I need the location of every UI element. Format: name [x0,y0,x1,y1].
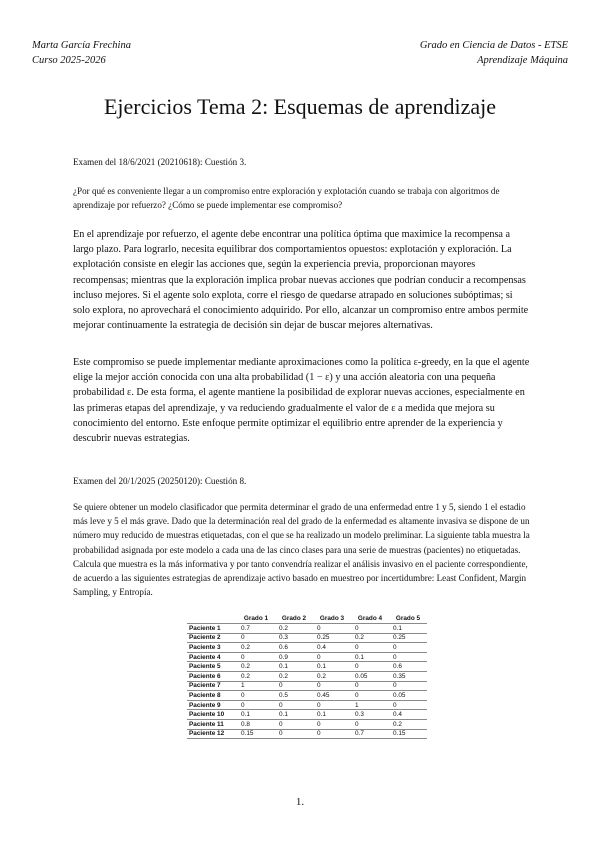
column-header: Grado 4 [357,614,383,622]
probability-table-container [187,613,427,739]
table-cell: 0 [351,719,389,729]
author-name: Marta García Frechina [32,40,131,51]
row-header: Paciente 4 [187,652,237,662]
table-cell: 0.3 [351,710,389,720]
table-cell: 0.6 [275,643,313,653]
table-cell: 0.8 [237,719,275,729]
exercise1-answer-paragraph-1: En el aprendizaje por refuerzo, el agente debe encontrar una política óptima que maximice la recompensa a largo plazo. Para lograrlo, necesita equilibrar dos comportamientos opuestos: explotación y exploración. La explotación consiste en elegir las acciones que, según la experiencia previa, proporcionan mayores recompensas; mientras que la exploración implica probar nuevas acciones que podrían conducir a recompensas incluso mejores. Si el agente solo explota, corre el riesgo de quedarse atrapado en soluciones subóptimas; si solo explora, no aprovechará el conocimiento adquirido. Por ello, alcanzar un compromiso entre ambos permite mejorar continuamente la estrategia de decisión sin dejar de buscar mejores alternativas. [73,229,529,332]
table-row [187,700,427,710]
table-cell: 0.6 [389,662,427,672]
table-cell: 0.1 [313,710,351,720]
table-cell: 0.15 [237,729,275,739]
row-header: Paciente 12 [187,729,237,739]
table-cell: 0.15 [389,729,427,739]
table-row [187,691,427,701]
table-cell: 0.2 [275,624,313,634]
table-cell: 0.35 [389,671,427,681]
table-row [187,671,427,681]
table-cell: 0.4 [313,643,351,653]
header-left [32,38,131,68]
table-cell: 0 [351,681,389,691]
table-cell: 0.2 [237,671,275,681]
row-header: Paciente 2 [187,633,237,643]
table-cell: 0 [313,719,351,729]
row-header: Paciente 8 [187,691,237,701]
exercise1-exam-reference: Examen del 18/6/2021 (20210618): Cuestión 3. [73,157,247,167]
table-cell: 0 [275,719,313,729]
table-cell: 0.4 [389,710,427,720]
column-header: Grado 2 [281,614,307,622]
table-cell: 0 [275,681,313,691]
table-cell: 0.2 [351,633,389,643]
table-cell: 0.7 [351,729,389,739]
column-header: Grado 1 [243,614,269,622]
row-header: Paciente 1 [187,624,237,634]
table-row [187,681,427,691]
table-header-row [187,613,427,624]
table-cell: 0 [275,700,313,710]
column-header: Grado 5 [395,614,421,622]
table-cell: 0.1 [389,624,427,634]
table-row [187,719,427,729]
table-cell: 0 [351,643,389,653]
table-cell: 0 [389,681,427,691]
table-cell: 0 [237,633,275,643]
row-header: Paciente 5 [187,662,237,672]
table-cell: 0 [389,643,427,653]
exercise1-question: ¿Por qué es conveniente llegar a un compromiso entre exploración y explotación cuando se trabaja con algoritmos de aprendizaje por refuerzo? ¿Cómo se puede implementar ese compromiso? [73,186,500,210]
table-row [187,652,427,662]
table-cell: 0.1 [275,662,313,672]
table-cell: 0.2 [237,662,275,672]
table-cell: 0 [237,691,275,701]
row-header: Paciente 3 [187,643,237,653]
table-cell: 0.1 [351,652,389,662]
table-cell: 0.2 [237,643,275,653]
probability-table [187,613,427,739]
table-cell: 0 [351,691,389,701]
row-header: Paciente 6 [187,671,237,681]
exercise2-exam-reference: Examen del 20/1/2025 (20250120): Cuestión 8. [73,476,247,486]
table-cell: 0 [313,700,351,710]
table-cell: 0 [313,652,351,662]
table-cell: 0 [275,729,313,739]
table-cell: 0.25 [389,633,427,643]
table-cell: 0.2 [275,671,313,681]
exercise2-question: Se quiere obtener un modelo clasificador que permita determinar el grado de una enfermedad entre 1 y 5, siendo 1 el estadio más leve y 5 el más grave. Dado que la determinación real del grado de la enfermedad es altamente invasiva se dispone de un número muy reducido de muestras etiquetadas, con el que se ha realizado un modelo preliminar. La siguiente tabla muestra la probabilidad asignada por este modelo a cada una de las cinco clases para una serie de muestras (pacientes) no etiquetadas. Calcula que muestra es la más informativa y por tanto convendría realizar el análisis invasivo en el paciente correspondiente, de acuerdo a las siguientes estrategias de aprendizaje activo basado en muestreo por incertidumbre: Least Confident, Margin Sampling, y Entropía. [73,502,530,598]
table-cell: 0.25 [313,633,351,643]
table-row [187,624,427,634]
table-cell: 0 [237,652,275,662]
exercise1-answer-paragraph-2: Este compromiso se puede implementar mediante aproximaciones como la política ε-greedy, en la que el agente elige la mejor acción conocida con una alta probabilidad (1 − ε) y una acción aleatoria con una pequeña probabilidad ε. De esta forma, el agente mantiene la posibilidad de explorar nuevas acciones, especialmente en las primeras etapas del aprendizaje, y va reduciendo gradualmente el valor de ε a medida que mejora su conocimiento del entorno. Este enfoque permite optimizar el equilibrio entre aprender de la experiencia y descubrir nuevas estrategias. [73,357,530,445]
row-header: Paciente 11 [187,719,237,729]
page-title: Ejercicios Tema 2: Esquemas de aprendizaje [103,94,497,119]
row-header: Paciente 9 [187,700,237,710]
table-row [187,643,427,653]
table-cell: 0.45 [313,691,351,701]
table-row [187,710,427,720]
table-cell: 0 [389,700,427,710]
table-cell: 0 [313,624,351,634]
table-cell: 0 [313,729,351,739]
table-cell: 0 [351,662,389,672]
row-header: Paciente 10 [187,710,237,720]
table-cell: 0 [237,700,275,710]
course-year: Curso 2025-2026 [32,55,106,66]
table-cell: 0.1 [313,662,351,672]
table-cell: 0.2 [313,671,351,681]
header-right [420,38,568,68]
table-cell: 0 [313,681,351,691]
table-cell: 0 [351,624,389,634]
table-cell: 0.7 [237,624,275,634]
table-row [187,729,427,739]
table-body [187,624,427,739]
table-cell: 1 [237,681,275,691]
table-corner-cell [187,613,237,624]
table-row [187,633,427,643]
table-cell: 0.1 [275,710,313,720]
subject-name: Aprendizaje Máquina [477,55,568,66]
degree-name: Grado en Ciencia de Datos - ETSE [419,40,568,51]
table-cell: 0.1 [237,710,275,720]
table-cell: 0.9 [275,652,313,662]
table-cell: 0 [389,652,427,662]
table-cell: 0.2 [389,719,427,729]
row-header: Paciente 7 [187,681,237,691]
table-cell: 0.05 [389,691,427,701]
table-cell: 0.3 [275,633,313,643]
table-cell: 0.05 [351,671,389,681]
table-row [187,662,427,672]
page-number: 1. [295,796,305,808]
table-cell: 1 [351,700,389,710]
table-cell: 0.5 [275,691,313,701]
column-header: Grado 3 [319,614,345,622]
